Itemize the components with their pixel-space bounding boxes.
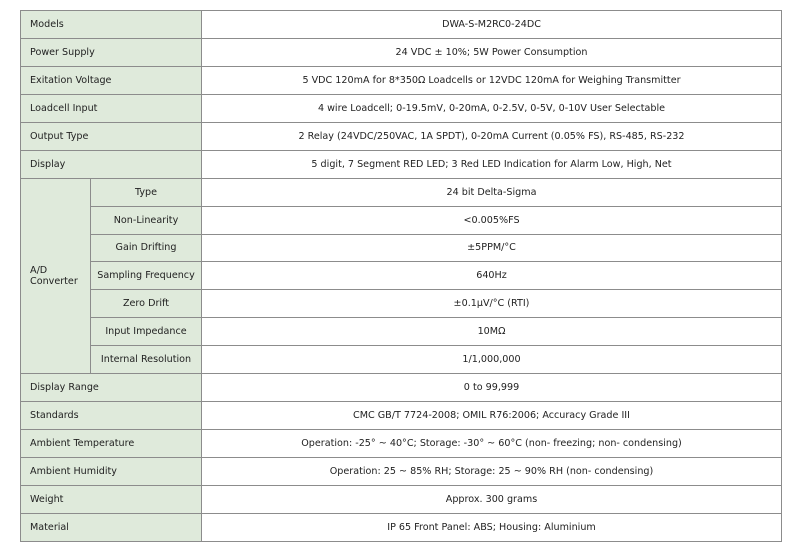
- spec-row-standards: [21, 402, 782, 430]
- spec-row-exitation-voltage: [21, 66, 782, 94]
- spec-label: Loadcell Input: [21, 94, 202, 122]
- spec-value: 2 Relay (24VDC/250VAC, 1A SPDT), 0-20mA Current (0.05% FS), RS-485, RS-232: [202, 122, 782, 150]
- spec-row-output-type: [21, 122, 782, 150]
- spec-row-weight: [21, 485, 782, 513]
- spec-value: Operation: -25° ~ 40°C; Storage: -30° ~ 60°C (non- freezing; non- condensing): [202, 430, 782, 458]
- spec-label: Standards: [21, 402, 202, 430]
- spec-value: 4 wire Loadcell; 0-19.5mV, 0-20mA, 0-2.5V, 0-5V, 0-10V User Selectable: [202, 94, 782, 122]
- spec-sublabel: Sampling Frequency: [91, 262, 202, 290]
- spec-row-ad-non-linearity: [21, 206, 782, 234]
- spec-value: CMC GB/T 7724-2008; OMIL R76:2006; Accuracy Grade III: [202, 402, 782, 430]
- spec-value: 24 bit Delta-Sigma: [202, 178, 782, 206]
- spec-sublabel: Zero Drift: [91, 290, 202, 318]
- spec-row-ad-internal-resolution: [21, 346, 782, 374]
- spec-value: ±0.1μV/°C (RTI): [202, 290, 782, 318]
- spec-label: Power Supply: [21, 38, 202, 66]
- ad-converter-group-label: [21, 178, 91, 374]
- spec-label: Material: [21, 513, 202, 541]
- spec-row-ad-gain-drifting: [21, 234, 782, 262]
- spec-row-models: [21, 11, 782, 39]
- spec-row-ambient-temperature: [21, 430, 782, 458]
- spec-value: IP 65 Front Panel: ABS; Housing: Aluminium: [202, 513, 782, 541]
- spec-value: DWA-S-M2RC0-24DC: [202, 11, 782, 39]
- spec-row-power-supply: [21, 38, 782, 66]
- spec-value: <0.005%FS: [202, 206, 782, 234]
- spec-value: 5 digit, 7 Segment RED LED; 3 Red LED Indication for Alarm Low, High, Net: [202, 150, 782, 178]
- group-label-line: A/D: [30, 264, 48, 276]
- specifications-table: [20, 10, 782, 542]
- spec-row-ad-zero-drift: [21, 290, 782, 318]
- spec-sublabel: Non-Linearity: [91, 206, 202, 234]
- spec-sublabel: Internal Resolution: [91, 346, 202, 374]
- spec-value: ±5PPM/°C: [202, 234, 782, 262]
- spec-label: Output Type: [21, 122, 202, 150]
- spec-label: Display Range: [21, 374, 202, 402]
- spec-value: 5 VDC 120mA for 8*350Ω Loadcells or 12VDC 120mA for Weighing Transmitter: [202, 66, 782, 94]
- spec-row-display: [21, 150, 782, 178]
- spec-row-loadcell-input: [21, 94, 782, 122]
- group-label-line: Converter: [30, 275, 78, 287]
- spec-value: 640Hz: [202, 262, 782, 290]
- spec-row-ad-input-impedance: [21, 318, 782, 346]
- spec-row-display-range: [21, 374, 782, 402]
- spec-sublabel: Type: [91, 178, 202, 206]
- spec-value: 10MΩ: [202, 318, 782, 346]
- spec-sublabel: Input Impedance: [91, 318, 202, 346]
- spec-label: Models: [21, 11, 202, 39]
- spec-row-ad-type: [21, 178, 782, 206]
- spec-sublabel: Gain Drifting: [91, 234, 202, 262]
- spec-value: 1/1,000,000: [202, 346, 782, 374]
- spec-label: Display: [21, 150, 202, 178]
- spec-label: Ambient Humidity: [21, 458, 202, 486]
- spec-label: Ambient Temperature: [21, 430, 202, 458]
- spec-value: Operation: 25 ~ 85% RH; Storage: 25 ~ 90% RH (non- condensing): [202, 458, 782, 486]
- spec-row-ambient-humidity: [21, 458, 782, 486]
- spec-value: Approx. 300 grams: [202, 485, 782, 513]
- spec-label: Weight: [21, 485, 202, 513]
- spec-label: Exitation Voltage: [21, 66, 202, 94]
- spec-value: 24 VDC ± 10%; 5W Power Consumption: [202, 38, 782, 66]
- spec-row-material: [21, 513, 782, 541]
- spec-value: 0 to 99,999: [202, 374, 782, 402]
- spec-row-ad-sampling-frequency: [21, 262, 782, 290]
